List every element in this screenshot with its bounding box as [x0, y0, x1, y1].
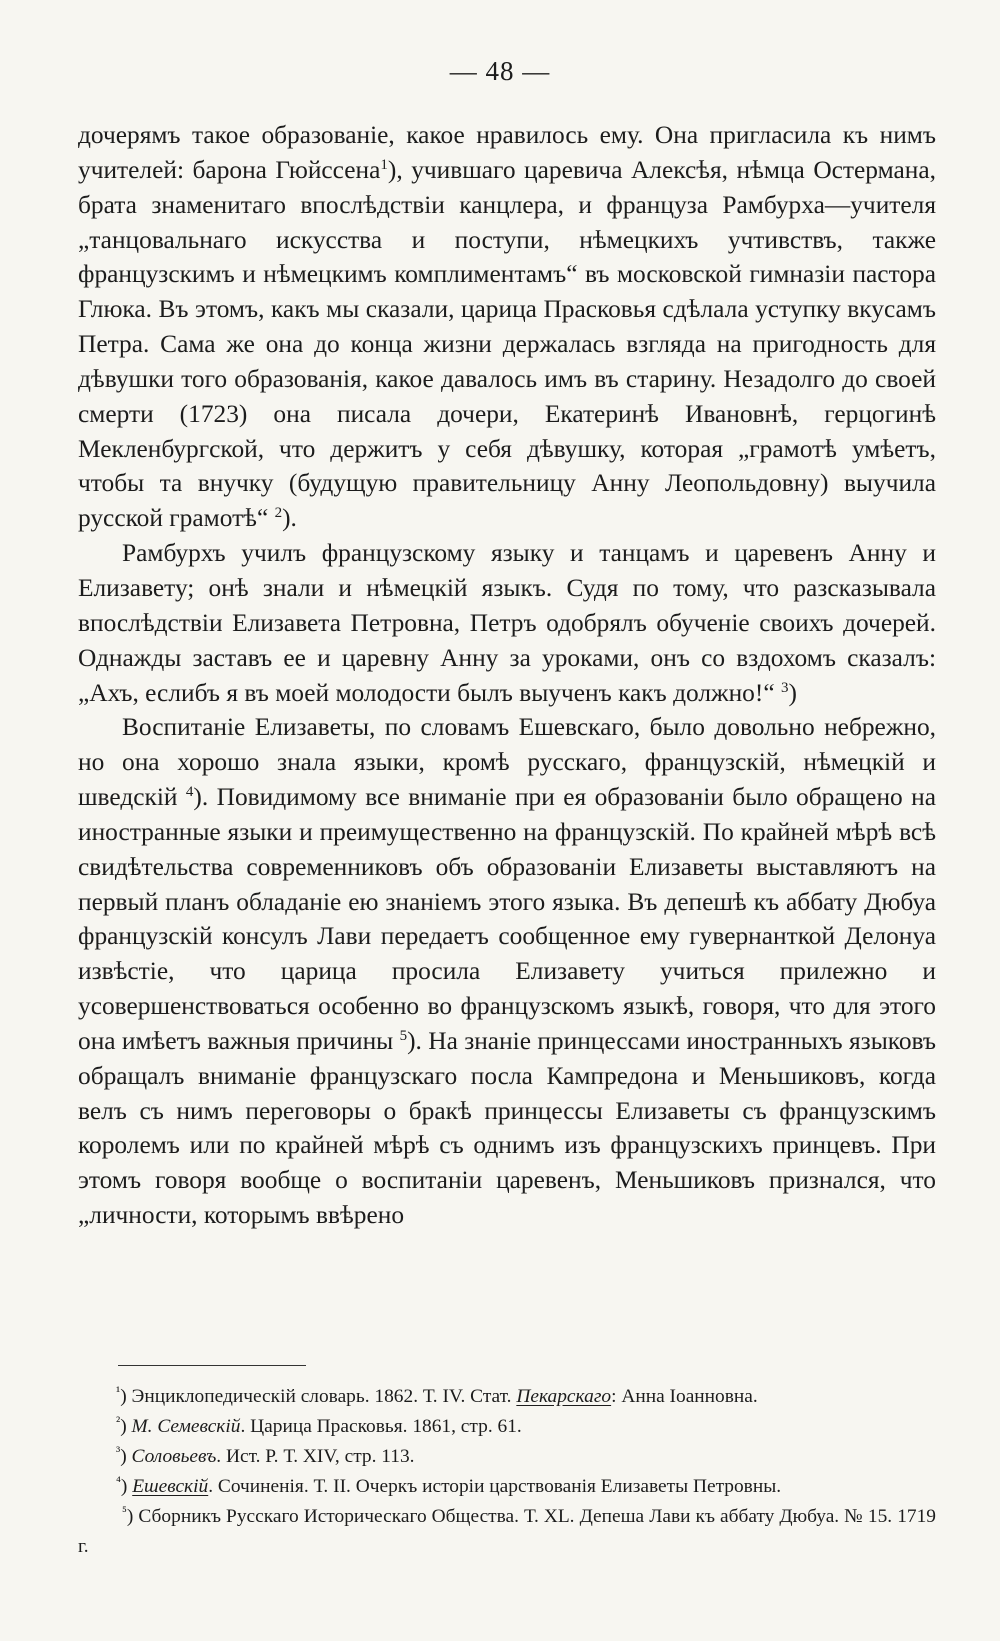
- footnote-5-mark: ⁵: [122, 1505, 127, 1520]
- paragraph-2: [78, 536, 936, 710]
- footnote-2-author: М. Семевскій: [131, 1416, 241, 1437]
- footnote-3-author: Соловьевъ: [131, 1446, 217, 1467]
- paragraph-2-text-b: ): [788, 678, 797, 707]
- footnote-ref-5[interactable]: 5: [399, 1027, 408, 1044]
- footnote-1-mark: ¹: [116, 1385, 121, 1400]
- footnote-ref-4[interactable]: 4: [185, 784, 194, 801]
- footnote-1-text-c: : Анна Іоанновна.: [611, 1386, 758, 1407]
- footnote-1-author: Пекарскаго: [516, 1386, 612, 1407]
- paragraph-3-text-b: ). Повидимому все вниманіе при ея образованіи было обращено на иностранные языки и преимущественно на французскій. По крайней мѣрѣ всѣ свидѣтельства современниковъ объ образованіи Елизаветы выставляютъ на первый планъ обладаніе ею знаніемъ этого языка. Въ депешѣ къ аббату Дюбуа французскій консулъ Лави передаетъ сообщенное ему гувернанткой Делонуа извѣстіе, что царица просила Елизавету учиться прилежно и усовершенствоваться особенно во французскомъ языкѣ, говоря, что для этого она имѣетъ важныя причины: [78, 783, 936, 1055]
- paragraph-2-text-a: Рамбурхъ училъ французскому языку и танцамъ и царевенъ Анну и Елизавету; онѣ знали и нѣмецкій языкъ. Судя по тому, что разсказывала впослѣдствіи Елизавета Петровна, Петръ одобрялъ обученіе своихъ дочерей. Однажды заставъ ее и царевну Анну за уроками, онъ со вздохомъ сказалъ: „Ахъ, еслибъ я въ моей молодости былъ выученъ какъ должно!“: [78, 539, 936, 707]
- footnote-1-text-a: Энциклопедическій словарь. 1862. Т. IV. Стат.: [131, 1386, 517, 1407]
- footnote-2: $^{^2}$) М. Семевскій. Царица Прасковья. 1861, стр. 61.: [116, 1415, 522, 1437]
- footnote-4: $^{^4}$) Ешевскій. Сочиненія. Т. II. Очеркъ исторіи царствованія Елизаветы Петровны.: [116, 1475, 782, 1497]
- main-text: [78, 118, 936, 1233]
- footnote-ref-2[interactable]: 2: [274, 505, 283, 522]
- footnote-2-mark: ²: [116, 1415, 121, 1430]
- paragraph-3: [78, 710, 936, 1233]
- footnote-4-mark: ⁴: [116, 1475, 121, 1490]
- page-number: — 48 —: [449, 56, 551, 86]
- paragraph-3-text-c: ). На знаніе принцессами иностранныхъ языковъ обращалъ вниманіе французскаго посла Кампредона и Меньшиковъ, когда велъ съ нимъ переговоры о бракѣ принцессы Елизаветы съ французскимъ королемъ или по крайней мѣрѣ съ однимъ изъ французскихъ принцевъ. При этомъ говоря вообще о воспитаніи царевенъ, Меньшиковъ признался, что „личности, которымъ ввѣрено: [78, 1026, 936, 1230]
- footnote-2-text-c: . Царица Прасковья. 1861, стр. 61.: [240, 1416, 522, 1437]
- paragraph-3-text-a: Воспитаніе Елизаветы, по словамъ Ешевскаго, было довольно небрежно, но она хорошо знала языки, кромѣ русскаго, французскій, нѣмецкій и шведскій: [78, 713, 936, 812]
- footnote-4-author: Ешевскій: [132, 1476, 209, 1497]
- footnote-divider: [118, 1365, 306, 1366]
- footnote-4-text-c: . Сочиненія. Т. II. Очеркъ исторіи царствованія Елизаветы Петровны.: [208, 1476, 782, 1497]
- footnote-5-text-a: Сборникъ Русскаго Историческаго Общества. Т. XL. Депеша Лави къ аббату Дюбуа. № 15. 1719 г.: [78, 1506, 936, 1557]
- footnote-1: $^{^1}$) Энциклопедическій словарь. 1862. Т. IV. Стат. Пекарскаго: Анна Іоанновна.: [116, 1385, 758, 1407]
- footnote-3-text-c: . Ист. Р. Т. XIV, стр. 113.: [216, 1446, 415, 1467]
- paragraph-1: [78, 118, 936, 536]
- footnotes: [78, 1382, 936, 1562]
- footnote-3: $^{^3}$) Соловьевъ. Ист. Р. Т. XIV, стр. 113.: [116, 1445, 415, 1467]
- paragraph-1-text-c: ).: [282, 504, 297, 533]
- paragraph-1-text-b: ), учившаго царевича Алексѣя, нѣмца Остермана, брата знаменитаго впослѣдствіи канцлера, и француза Рамбурха—учителя „танцовальнаго искусства и поступи, нѣмецкихъ учтивствъ, также французскимъ и нѣмецкимъ комплиментамъ“ въ московской гимназіи пастора Глюка. Въ этомъ, какъ мы сказали, царица Прасковья сдѣлала уступку вкусамъ Петра. Сама же она до конца жизни держалась взгляда на пригодность для дѣвушки того образованія, какое давалось имъ въ старину. Незадолго до своей смерти (1723) она писала дочери, Екатеринѣ Ивановнѣ, герцогинѣ Мекленбургской, что держитъ у себя дѣвушку, которая „грамотѣ умѣетъ, чтобы та внучку (будущую правительницу Анну Леопольдовну) выучила русской грамотѣ“: [78, 155, 936, 533]
- footnote-ref-3[interactable]: 3: [780, 679, 789, 696]
- footnote-ref-1[interactable]: 1: [380, 156, 388, 173]
- footnote-5: $^{^5}$) Сборникъ Русскаго Историческаго Общества. Т. XL. Депеша Лави къ аббату Дюбуа. № 15. 1719 г.: [78, 1505, 936, 1557]
- footnote-3-mark: ³: [116, 1445, 121, 1460]
- paragraph-1-text-a: дочерямъ такое образованіе, какое нравилось ему. Она пригласила къ нимъ учителей: барона Гюйссена: [78, 121, 936, 184]
